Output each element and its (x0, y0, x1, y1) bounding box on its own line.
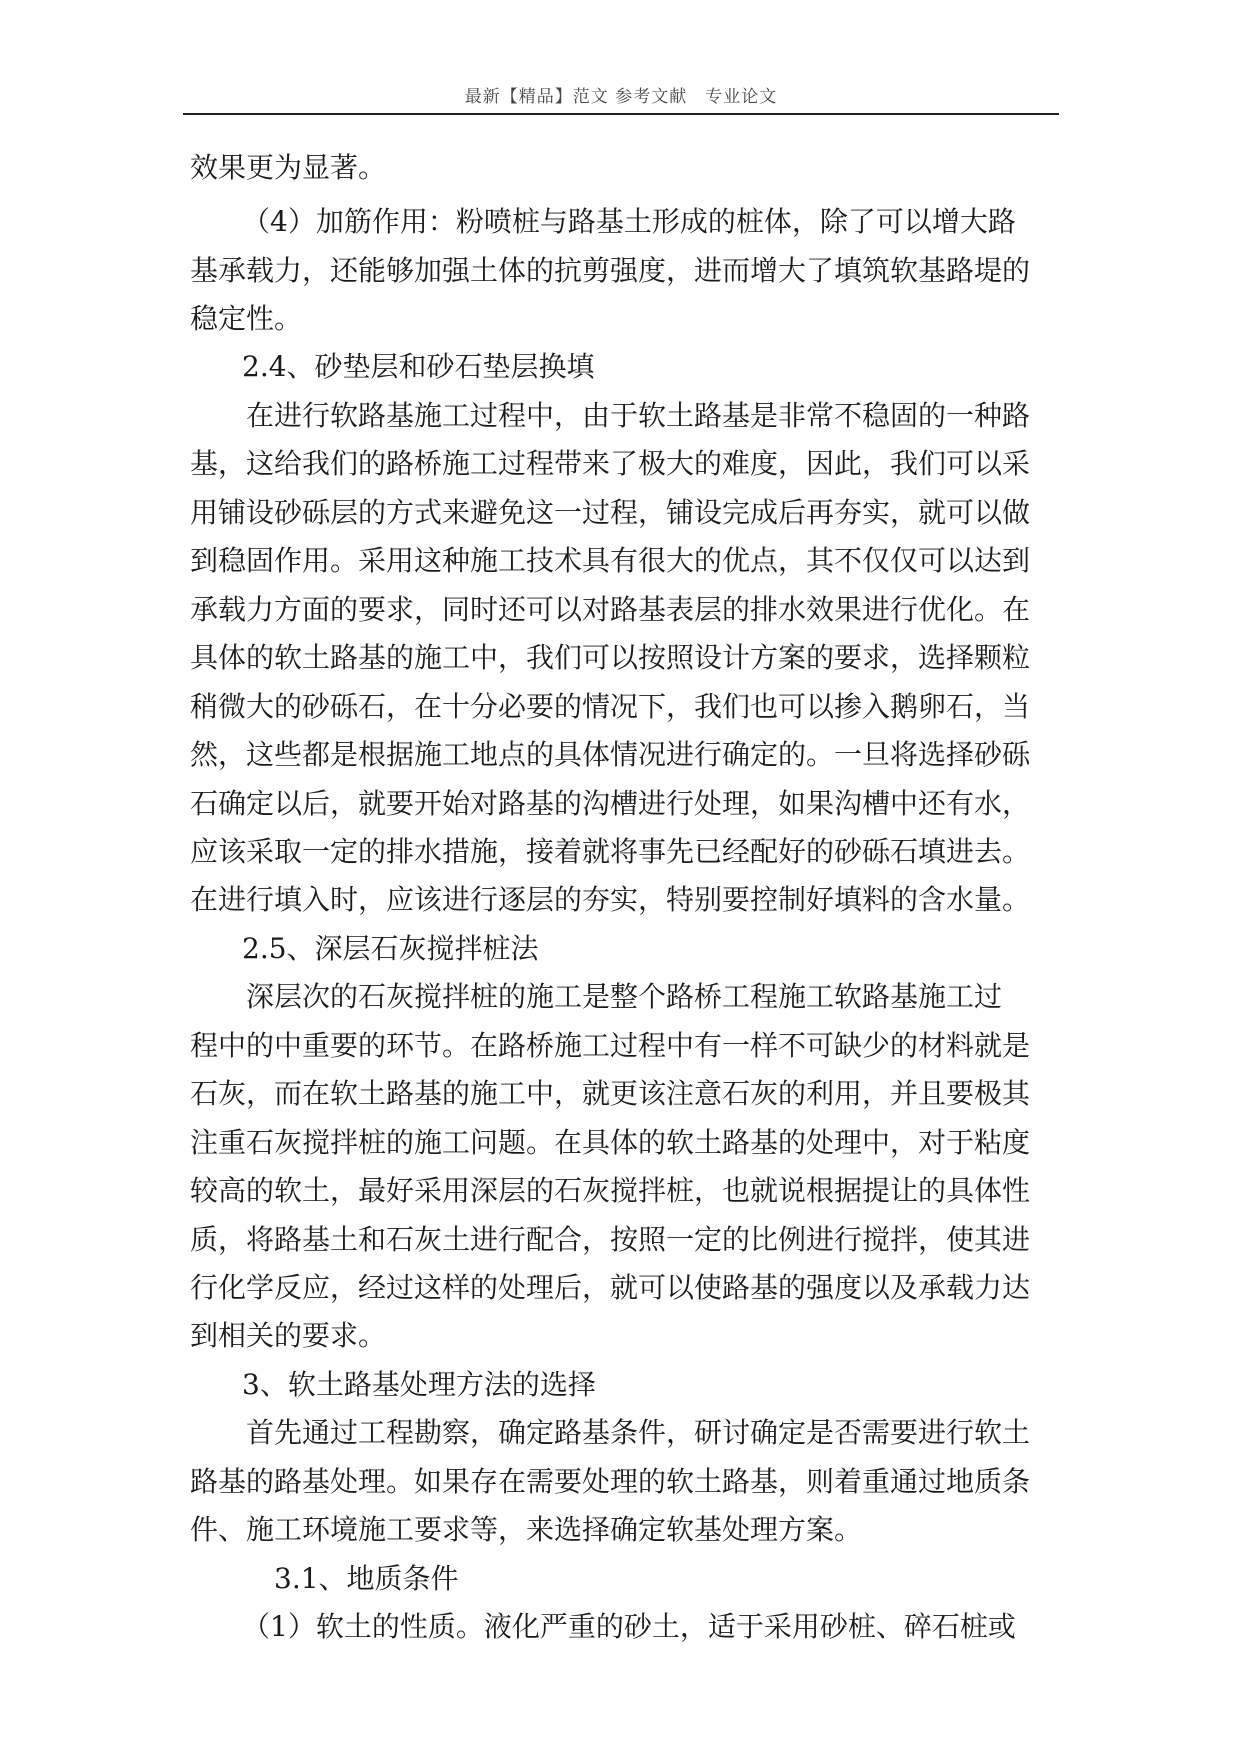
text-line: 质，将路基土和石灰土进行配合，按照一定的比例进行搅拌，使其进 (190, 1223, 1031, 1256)
text-line: 在进行填入时，应该进行逐层的夯实，特别要控制好填料的含水量。 (190, 883, 1031, 916)
text-line: 具体的软土路基的施工中，我们可以按照设计方案的要求，选择颗粒 (190, 641, 1031, 674)
text-line: （1）软土的性质。液化严重的砂土，适于采用砂桩、碎石桩或 (242, 1610, 1016, 1643)
section-heading: 3、软土路基处理方法的选择 (242, 1368, 596, 1401)
text-line: （4）加筋作用：粉喷桩与路基土形成的桩体，除了可以增大路 (242, 205, 1016, 238)
text-line: 基承载力，还能够加强土体的抗剪强度，进而增大了填筑软基路堤的 (190, 254, 1031, 287)
section-heading: 2.5、深层石灰搅拌桩法 (242, 932, 539, 965)
text-line: 路基的路基处理。如果存在需要处理的软土路基，则着重通过地质条 (190, 1465, 1031, 1498)
section-heading: 2.4、砂垫层和砂石垫层换填 (242, 350, 595, 383)
text-line: 行化学反应，经过这样的处理后，就可以使路基的强度以及承载力达 (190, 1271, 1031, 1304)
text-line: 用铺设砂砾层的方式来避免这一过程，铺设完成后再夯实，就可以做 (190, 496, 1031, 529)
text-line: 注重石灰搅拌桩的施工问题。在具体的软土路基的处理中，对于粘度 (190, 1126, 1031, 1159)
text-line: 稍微大的砂砾石，在十分必要的情况下，我们也可以掺入鹅卵石，当 (190, 690, 1031, 723)
text-line: 基，这给我们的路桥施工过程带来了极大的难度，因此，我们可以采 (190, 447, 1031, 480)
text-line: 效果更为显著。 (190, 151, 387, 184)
text-line: 稳定性。 (190, 302, 303, 335)
text-line: 首先通过工程勘察，确定路基条件，研讨确定是否需要进行软土 (246, 1416, 1031, 1449)
text-line: 承载力方面的要求，同时还可以对路基表层的排水效果进行优化。在 (190, 593, 1031, 626)
subsection-heading: 3.1、地质条件 (274, 1562, 459, 1595)
text-line: 较高的软土，最好采用深层的石灰搅拌桩，也就说根据提让的具体性 (190, 1174, 1031, 1207)
page-header: 最新【精品】范文 参考文献 专业论文 (464, 87, 778, 107)
text-line: 应该采取一定的排水措施，接着就将事先已经配好的砂砾石填进去。 (190, 835, 1031, 868)
text-line: 程中的中重要的环节。在路桥施工过程中有一样不可缺少的材料就是 (190, 1029, 1031, 1062)
text-line: 到稳固作用。采用这种施工技术具有很大的优点，其不仅仅可以达到 (190, 544, 1031, 577)
header-rule (183, 113, 1059, 115)
text-line: 件、施工环境施工要求等，来选择确定软基处理方案。 (190, 1513, 863, 1546)
text-line: 然，这些都是根据施工地点的具体情况进行确定的。一旦将选择砂砾 (190, 738, 1031, 771)
text-line: 深层次的石灰搅拌桩的施工是整个路桥工程施工软路基施工过 (246, 980, 1003, 1013)
text-line: 到相关的要求。 (190, 1319, 387, 1352)
text-line: 在进行软路基施工过程中，由于软土路基是非常不稳固的一种路 (246, 399, 1031, 432)
text-line: 石确定以后，就要开始对路基的沟槽进行处理，如果沟槽中还有水， (190, 787, 1031, 820)
text-line: 石灰，而在软土路基的施工中，就更该注意石灰的利用，并且要极其 (190, 1077, 1031, 1110)
